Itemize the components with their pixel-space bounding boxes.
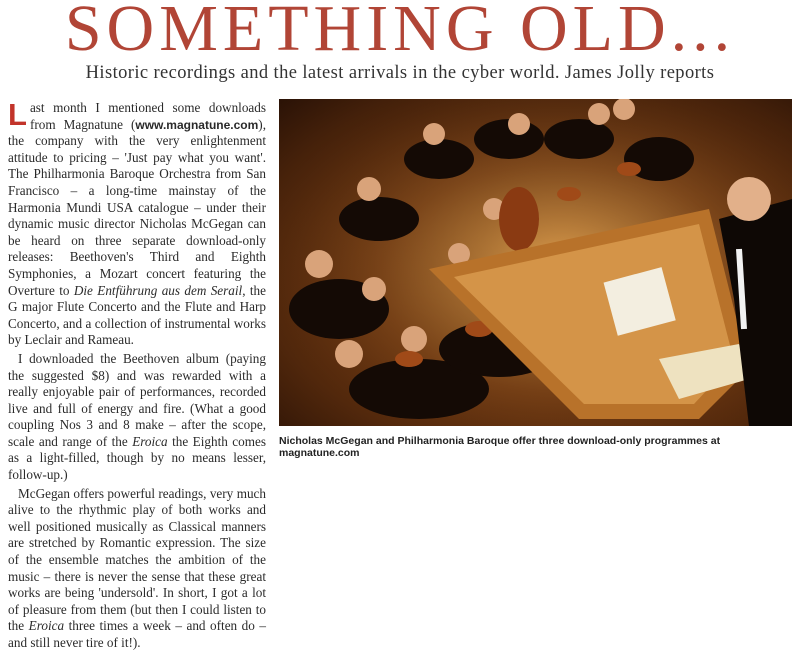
opera-title: Die Entführung aus dem Serail [73, 282, 243, 298]
paragraph-1 [8, 97, 266, 349]
paragraph-3 [8, 486, 266, 652]
drop-cap: L [8, 97, 27, 132]
orchestra-illustration [279, 99, 792, 426]
p1-text-c: , the G major Flute Concerto and the Flute and Harp Concerto, and a collection of instrumental works by Leclair and Rameau. [8, 282, 266, 348]
p2-text-a: I downloaded the Beethoven album (paying the suggested $8) and was rewarded with a really enjoyable pair of performances, recorded live and full of energy and fire. (What a good coupling Nos 3 and 8 make – after the scope, scale and range of the [8, 350, 266, 449]
article-body [8, 97, 267, 654]
eroica-title: Eroica [132, 433, 168, 449]
orchestra-photo [279, 99, 792, 426]
p3-text-b: three times a week – and often do – and still never tire of it!). [8, 618, 266, 650]
p1-text-a: ast month I mentioned some downloads from Magnatune ( [29, 100, 266, 132]
headline: SOMETHING OLD... [64, 0, 736, 65]
magnatune-url: www.magnatune.com [135, 117, 259, 132]
p1-text-b: ), the company with the very enlightenment attitude to pricing – 'Just pay what you want'. The Philharmonia Baroque Orchestra from San Francisco – a long-time mainstay of the Harmonia Mundi USA catalogue – under their dynamic music director Nicholas McGegan can be heard on three separate download-only releases: Beethoven's Third and Eighth Symphonies, a Mozart concert featuring the Overture to [8, 116, 266, 298]
photo-caption: Nicholas McGegan and Philharmonia Baroque offer three download-only programmes at magnatune.com [279, 435, 721, 459]
paragraph-2 [8, 351, 266, 484]
eroica-title-2: Eroica [28, 618, 65, 634]
p3-text-a: McGegan offers powerful readings, very much alive to the rhythmic play of both works and well positioned musically as Classical manners are stretched by Romantic expression. The size of the ensemble matches the ambition of the music – there is never the sense that these great works are being 'undersold'. In short, I got a lot of pleasure from them (but then I could listen to the [8, 485, 266, 634]
p2-text-b: the Eighth comes as a light-filled, though by no means lesser, follow-up.) [8, 433, 267, 483]
standfirst: Historic recordings and the latest arrivals in the cyber world. James Jolly reports [85, 63, 715, 83]
